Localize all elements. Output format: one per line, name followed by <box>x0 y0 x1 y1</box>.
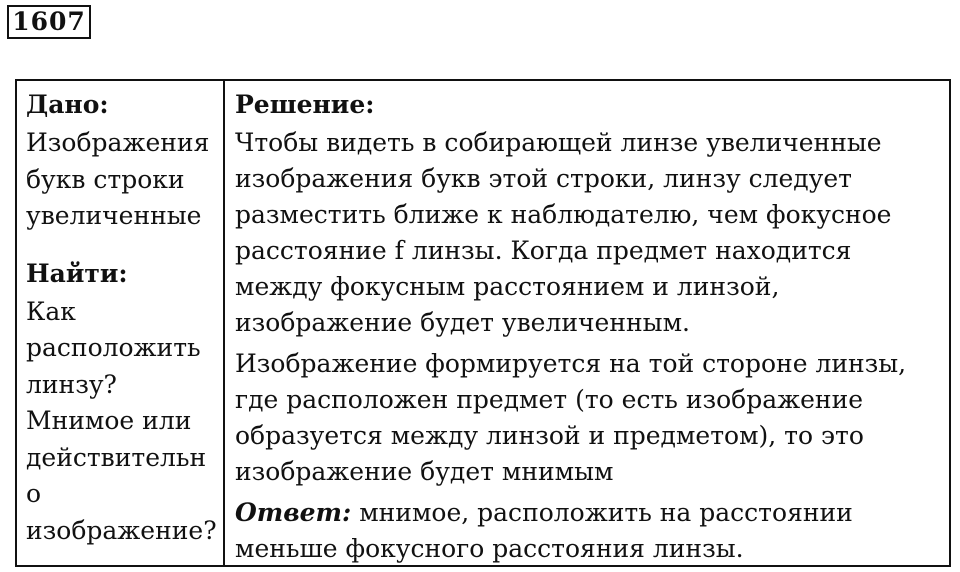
solution-paragraph-2: Изображение формируется на той стороне линзы, где расположен предмет (то есть изображение образуется между линзой и предметом), то это изображение будет мнимым <box>235 349 907 486</box>
task-table <box>15 79 951 567</box>
answer-paragraph <box>235 495 943 567</box>
answer-label: Ответ: <box>235 498 352 527</box>
solution-paragraph-1: Чтобы видеть в собирающей линзе увеличенные изображения букв этой строки, линзу следует разместить ближе к наблюдателю, чем фокусное расстояние f линзы. Когда предмет находится между фокусным расстоянием и линзой, изображение будет увеличенным. <box>235 128 892 337</box>
find-heading: Найти: <box>26 258 128 288</box>
solution-heading: Решение: <box>235 90 375 119</box>
problem-number: 1607 <box>7 5 91 39</box>
solution-column <box>225 81 949 565</box>
given-heading: Дано: <box>26 90 109 119</box>
answer-text: мнимое, расположить на расстоянии меньше фокусного расстояния линзы. <box>235 498 853 563</box>
find-text: Как расположить линзу? Мнимое или действительн о изображение? <box>26 296 217 545</box>
given-column <box>17 81 225 565</box>
given-text: Изображения букв строки увеличенные <box>26 128 210 230</box>
